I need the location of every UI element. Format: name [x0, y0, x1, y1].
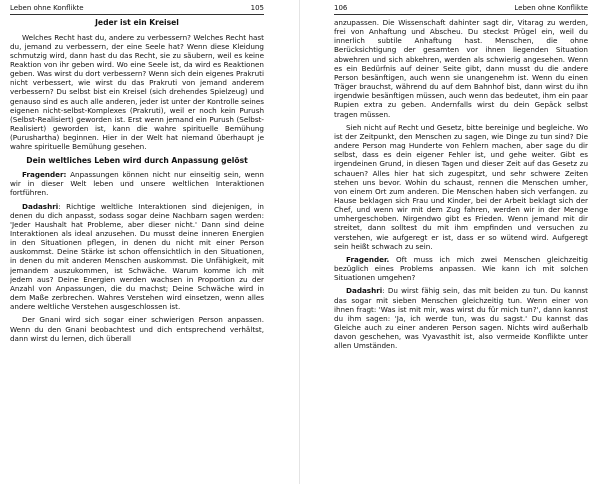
- paragraph: Sieh nicht auf Recht und Gesetz, bitte bereinige und begleiche. Wo ist der Zeitpunkt, den Menschen zu sagen, wie Dinge zu tun sind? Die andere Person mag Hunderte von Fehlern machen, aber sage du dir selbst, dass es dein eigener Fehler ist, und gehe weiter. Gibt es irgendeinen Grund, in diesen Tagen und dieser Zeit auf das Gesetz zu schauen? Alles hier hat sich zugespitzt, und sehr schwere Zeiten stehen uns bevor. Wohin du schaust, rennen die Menschen umher, von einem Ort zum anderen. Die Menschen haben sich verfangen. zu Hause beklagen sich Frau und Kinder, bei der Arbeit beklagt sich der Chef, und wenn wir mit dem Zug fahren, werden wir in der Menge umhergeschoben. Nirgendwo gibt es Frieden. Wenn jemand mit dir streitet, dann solltest du mit ihm empfinden und versuchen zu verstehen, wie aufgeregt er ist, dass er so wütend wird. Aufgeregt sein heißt schwach zu sein.: [334, 122, 588, 251]
- speaker-label: Dadashri: [346, 286, 383, 296]
- page-number: 106: [334, 4, 348, 12]
- answer-paragraph: [334, 286, 588, 350]
- header-title: Leben ohne Konflikte: [10, 4, 84, 12]
- speaker-label: Fragender.: [346, 254, 390, 264]
- right-page: [334, 4, 588, 480]
- page-body: [334, 18, 588, 350]
- answer-text: : Du wirst fähig sein, das mit beiden zu tun. Du kannst das sogar mit sieben Menschen gleichzeitig tun. Wenn einer von ihnen fragt: 'Was ist mit mir, was wirst du für mich tun?', dann kannst du ihm sagen: 'Ja, ich werde tun, was du sagst.' Du kannst das Gleiche auch zu einer anderen Person sagen. Nichts wird außerhalb davon geschehen, was Vyavasthit ist, also vermeide Konflikte unter allen Umständen.: [334, 286, 588, 351]
- page-header: [10, 4, 264, 15]
- speaker-label: Dadashri: [22, 201, 59, 211]
- question-paragraph: [334, 255, 588, 282]
- answer-paragraph: [10, 202, 264, 312]
- page-body: [10, 18, 264, 343]
- page-header: [334, 4, 588, 15]
- left-page: [10, 4, 264, 480]
- question-text: Anpassungen können nicht nur einseitig sein, wenn wir in dieser Welt leben und unsere weltlichen Interaktionen fortführen.: [10, 170, 264, 198]
- section-heading: Jeder ist ein Kreisel: [95, 18, 179, 27]
- answer-text: : Richtige weltliche Interaktionen sind diejenigen, in denen du dich anpasst, sodass sogar deine Nachbarn sagen werden: 'Jeder Haushalt hat Probleme, aber dieser nicht.' Dann sind deine Interaktionen als ideal anzusehen. Du musst deine inneren Energien in den Situationen pflegen, in denen du nicht mit einer Person auskommst. Deine Stärke ist schon offensichtlich in den Situationen, in denen du mit anderen Menschen auskommst. Die Unfähigkeit, mit jemandem auszukommen, ist Schwäche. Warum komme ich mit jedem aus? Deine Energien werden wachsen in Proportion zu der Anzahl von Anpassungen, die du machst; Deine Schwäche wird in dem Maße zerbrechen. Wahres Verstehen wird einsetzen, wenn alles andere weltliche Verstehen ausgeschlossen ist.: [10, 201, 264, 312]
- section-heading: Dein weltliches Leben wird durch Anpassung gelöst: [26, 155, 248, 165]
- paragraph: anzupassen. Die Wissenschaft dahinter sagt dir, Vitarag zu werden, frei von Anhaftung und Abscheu. Du steckst Prügel ein, weil du innerlich subtile Anhaftung hast. Menschen, die ohne Berücksichtigung der gesamten vor ihnen liegenden Situation abwehren und sich abkehren, werden als schwierig angesehen. Wenn es ein Bedürfnis auf deiner Seite gibt, dann musst du die andere Person besänftigen, auch wenn sie unangenehm ist. Wenn du einen Träger brauchst, während du auf dem Bahnhof bist, dann wirst du ihn irgendwie besänftigen müssen, auch wenn das bedeutet, ihm ein paar Rupien extra zu geben. Andernfalls wirst du dein Gepäck selbst tragen müssen.: [334, 18, 588, 119]
- book-gutter: [299, 0, 300, 484]
- paragraph: Der Gnani wird sich sogar einer schwierigen Person anpassen. Wenn du den Gnani beobachtest und dich entsprechend verhältst, dann wirst du lernen, dich überall: [10, 315, 264, 343]
- page-number: 105: [250, 4, 264, 12]
- header-title: Leben ohne Konflikte: [514, 4, 588, 12]
- question-text: Oft muss ich mich zwei Menschen gleichzeitig bezüglich eines Problems anpassen. Wie kann ich mit solchen Situationen umgehen?: [334, 254, 588, 283]
- paragraph: Welches Recht hast du, andere zu verbessern? Welches Recht hast du, jemand zu verbessern, der eine Seele hat? Wenn diese Kleidung schmutzig wird, dann hast du das Recht, sie zu säubern, weil es keine Reaktion von ihr geben wird. Wo eine Seele ist, da wird es Reaktionen geben. Was wirst du dort verbessern? Wenn sich dein eigenes Prakruti nicht verbessert, wie wirst du das Prakruti von jemand anderem verbessern? Du selbst bist ein Kreisel (sich drehendes Spielzeug) und genauso sind es auch alle anderen, jeder ist unter der Kontrolle seines eigenen nicht-selbst-Komplexes (Prakruti), weil er noch kein Purush (Selbst-Realisiert) geworden ist. Erst wenn jemand ein Purush (Selbst-Realisiert) geworden ist, kann die wahre spirituelle Bemühung (Purushartha) beginnen. Hier in der Welt hat niemand überhaupt je wahre spirituelle Bemühung gesehen.: [10, 32, 264, 152]
- speaker-label: Fragender:: [22, 170, 67, 180]
- question-paragraph: [10, 170, 264, 197]
